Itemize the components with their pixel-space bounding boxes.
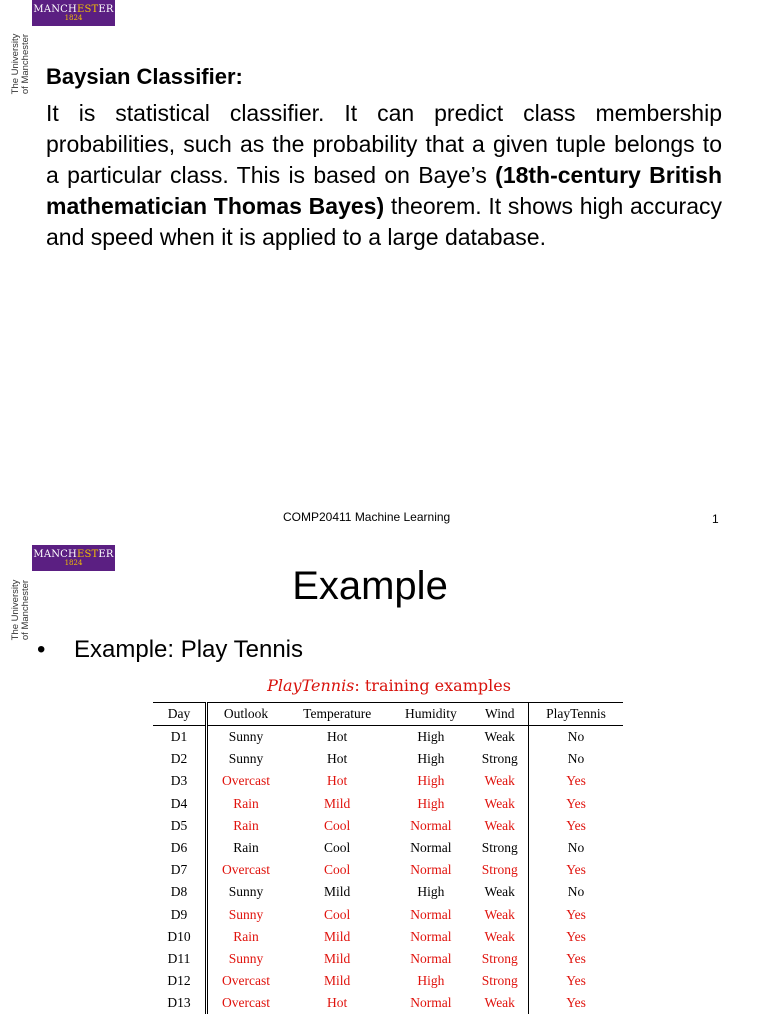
table-cell: High bbox=[417, 884, 445, 900]
table-cell: Normal bbox=[410, 862, 452, 878]
table-cell: No bbox=[529, 748, 623, 770]
table-cell: Yes bbox=[529, 904, 623, 926]
table-row bbox=[153, 948, 623, 970]
table-row bbox=[153, 815, 623, 837]
table-cell: Normal bbox=[410, 817, 452, 833]
table-cell: Overcast bbox=[221, 773, 270, 789]
slide-2 bbox=[0, 540, 768, 1024]
table-header-row bbox=[153, 703, 623, 726]
table-cell: Mild bbox=[324, 884, 351, 900]
table-cell: Normal bbox=[410, 950, 452, 966]
table-cell: Strong bbox=[481, 840, 518, 856]
slide-title: Example bbox=[292, 564, 448, 608]
table-cell: Normal bbox=[410, 928, 452, 944]
table-cell: D7 bbox=[153, 859, 207, 881]
table-cell: Sunny bbox=[228, 884, 264, 900]
table-cell: D1 bbox=[153, 726, 207, 749]
table-cell: Overcast bbox=[221, 995, 270, 1011]
table-cell: Hot bbox=[327, 773, 348, 789]
bullet-item: • Example: Play Tennis bbox=[37, 636, 304, 663]
table-cell: High bbox=[417, 751, 445, 767]
table-cell: Sunny bbox=[228, 729, 264, 745]
table-cell: Weak bbox=[484, 884, 515, 900]
table-row bbox=[153, 904, 623, 926]
table-cell: Normal bbox=[410, 995, 452, 1011]
table-cell: Normal bbox=[410, 906, 452, 922]
table-cell: Yes bbox=[529, 793, 623, 815]
table-cell: Yes bbox=[529, 970, 623, 992]
table-cell: Weak bbox=[484, 995, 515, 1011]
table-row bbox=[153, 970, 623, 992]
table-cell: D13 bbox=[153, 992, 207, 1014]
table-cell: High bbox=[417, 795, 445, 811]
table-cell: No bbox=[529, 881, 623, 903]
column-header: Outlook bbox=[207, 703, 284, 726]
column-header: Day bbox=[153, 703, 207, 726]
table-cell: Weak bbox=[484, 795, 515, 811]
table-cell: D9 bbox=[153, 904, 207, 926]
table-cell: Sunny bbox=[228, 950, 264, 966]
table-cell: Strong bbox=[481, 973, 518, 989]
table-row bbox=[153, 837, 623, 859]
table-row bbox=[153, 793, 623, 815]
table-cell: Hot bbox=[327, 995, 348, 1011]
table-cell: Yes bbox=[529, 992, 623, 1014]
table-cell: Yes bbox=[529, 926, 623, 948]
table-cell: D3 bbox=[153, 770, 207, 792]
table-cell: D12 bbox=[153, 970, 207, 992]
university-vertical-label: The University of Manchester bbox=[10, 579, 31, 641]
table-cell: Rain bbox=[233, 817, 259, 833]
table-cell: Cool bbox=[324, 840, 351, 856]
table-cell: Weak bbox=[484, 817, 515, 833]
table-row bbox=[153, 770, 623, 792]
table-cell: Weak bbox=[484, 729, 515, 745]
table-cell: Strong bbox=[481, 862, 518, 878]
table-row bbox=[153, 726, 623, 749]
table-cell: Overcast bbox=[221, 862, 270, 878]
table-cell: Overcast bbox=[221, 973, 270, 989]
manchester-logo: MANCHESTER 1824 bbox=[32, 545, 115, 571]
table-cell: Mild bbox=[324, 950, 351, 966]
table-row bbox=[153, 859, 623, 881]
table-cell: Rain bbox=[233, 928, 259, 944]
table-cell: Normal bbox=[410, 840, 452, 856]
table-cell: Weak bbox=[484, 773, 515, 789]
table-cell: D8 bbox=[153, 881, 207, 903]
table-cell: High bbox=[417, 773, 445, 789]
table-caption: PlayTennis: training examples bbox=[267, 676, 511, 695]
table-cell: Yes bbox=[529, 859, 623, 881]
table-cell: Mild bbox=[324, 795, 351, 811]
table-cell: Strong bbox=[481, 950, 518, 966]
table-cell: Mild bbox=[324, 928, 351, 944]
table-cell: Sunny bbox=[228, 906, 264, 922]
table-cell: Cool bbox=[324, 817, 351, 833]
table-cell: Cool bbox=[324, 862, 351, 878]
play-tennis-table bbox=[153, 702, 623, 1014]
table-cell: High bbox=[417, 973, 445, 989]
bullet-dot-icon: • bbox=[37, 636, 46, 663]
table-cell: Yes bbox=[529, 815, 623, 837]
table-cell: Weak bbox=[484, 906, 515, 922]
table-row bbox=[153, 926, 623, 948]
table-cell: Yes bbox=[529, 948, 623, 970]
table-cell: Hot bbox=[327, 729, 348, 745]
table-cell: D10 bbox=[153, 926, 207, 948]
footer-page-number: 1 bbox=[712, 512, 719, 526]
table-cell: D2 bbox=[153, 748, 207, 770]
table-cell: High bbox=[417, 729, 445, 745]
university-vertical-label: The University of Manchester bbox=[10, 33, 31, 95]
table-cell: Hot bbox=[327, 751, 348, 767]
table-cell: D11 bbox=[153, 948, 207, 970]
column-header: PlayTennis bbox=[529, 703, 623, 726]
body-paragraph: It is statistical classifier. It can predict class membership probabilities, such as the probability that a given tuple belongs to a particular class. This is based on Baye’s (18th-century British mathematician Thomas Bayes) theorem. It shows high accuracy and speed when it is applied to a large database. bbox=[46, 100, 722, 250]
table-row bbox=[153, 881, 623, 903]
table-cell: Sunny bbox=[228, 751, 264, 767]
table-cell: No bbox=[529, 837, 623, 859]
table-cell: D4 bbox=[153, 793, 207, 815]
manchester-logo: MANCHESTER 1824 bbox=[32, 0, 115, 26]
table-row bbox=[153, 748, 623, 770]
slide-heading: Baysian Classifier: bbox=[46, 64, 243, 89]
column-header: Temperature bbox=[284, 703, 390, 726]
table-cell: D6 bbox=[153, 837, 207, 859]
footer-course-title: COMP20411 Machine Learning bbox=[283, 510, 451, 524]
table-cell: Strong bbox=[481, 751, 518, 767]
table-cell: Cool bbox=[324, 906, 351, 922]
table-cell: No bbox=[529, 726, 623, 749]
column-header: Humidity bbox=[390, 703, 471, 726]
column-header: Wind bbox=[471, 703, 528, 726]
table-cell: Rain bbox=[233, 795, 259, 811]
table-cell: D5 bbox=[153, 815, 207, 837]
table-row bbox=[153, 992, 623, 1014]
table-cell: Rain bbox=[233, 840, 259, 856]
table-cell: Weak bbox=[484, 928, 515, 944]
table-cell: Mild bbox=[324, 973, 351, 989]
table-cell: Yes bbox=[529, 770, 623, 792]
